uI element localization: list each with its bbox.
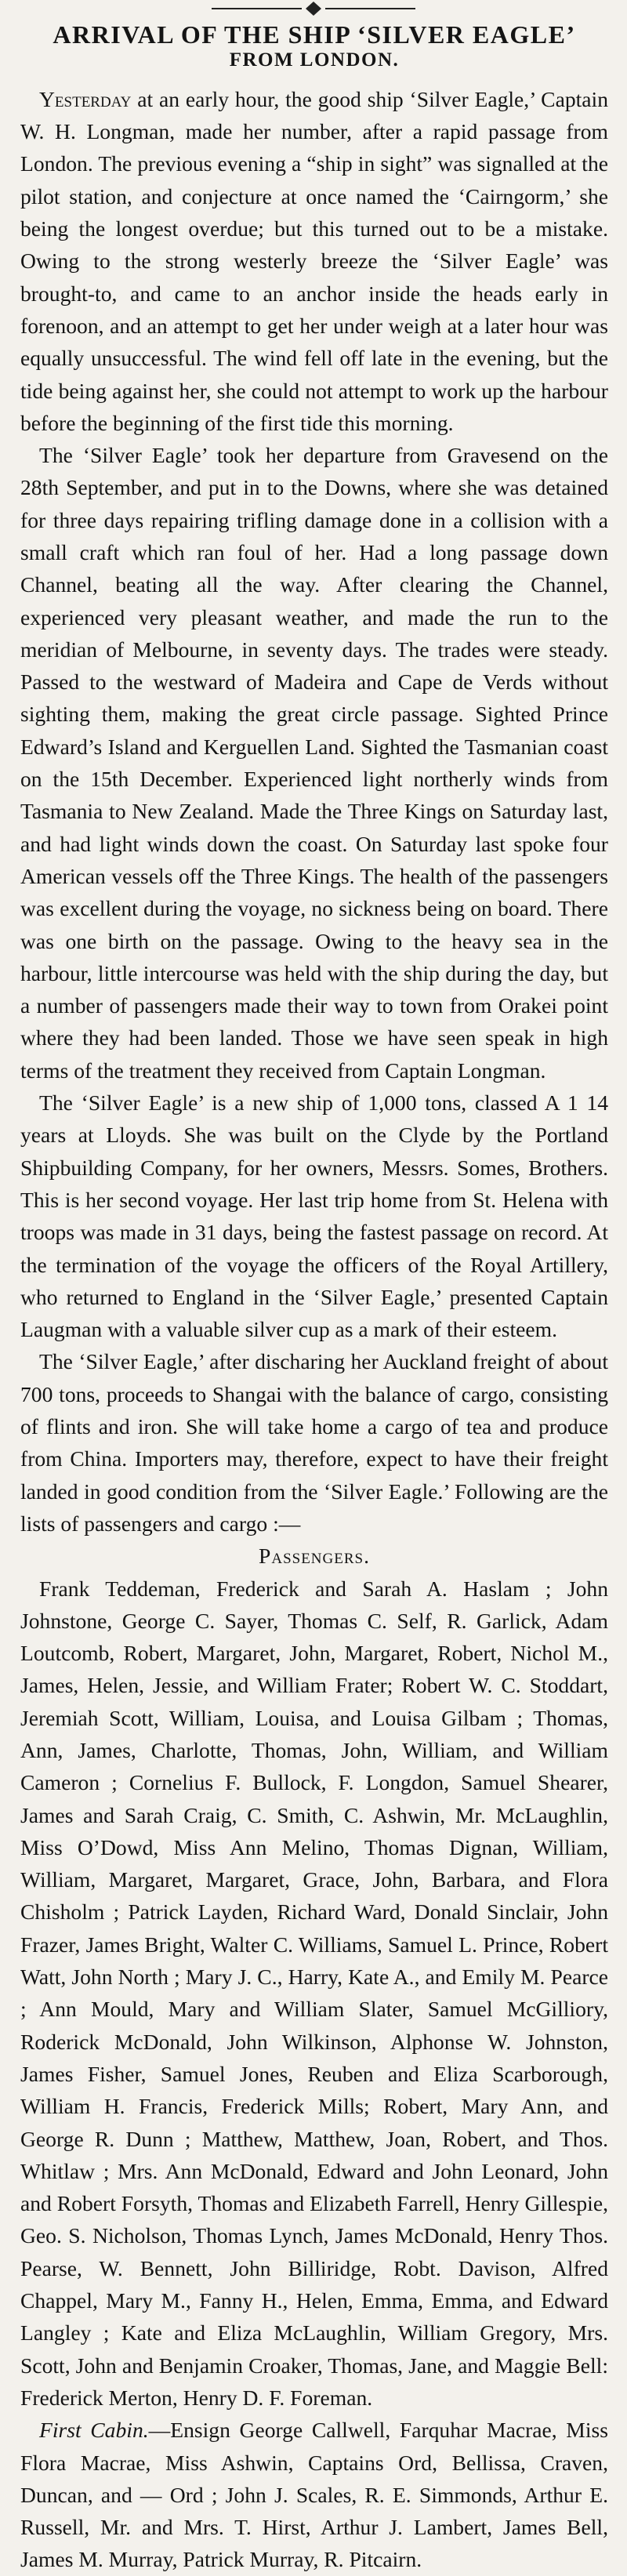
opening-word: Yesterday: [39, 86, 132, 111]
first-cabin-text: —Ensign George Callwell, Farquhar Macrae, Miss Flora Macrae, Miss Ashwin, Captains Ord, Bellissa, Craven, Duncan, and — Ord ; John J. Scales, R. E. Simmonds, Arthur E. Russell, Mr. and Mrs. T. Hirst, Arthur J. Lambert, James Bell, James M. Murray, Patrick Murray, R. Pitcairn.: [20, 2418, 608, 2572]
paragraph-passenger-list: Frank Teddeman, Frederick and Sarah A. Haslam ; John Johnstone, George C. Sayer, Thomas C. Self, R. Garlick, Adam Loutcomb, Robert, Margaret, John, Margaret, Robert, Nichol M., James, Helen, Jessie, and William Frater; Robert W. C. Stoddart, Jeremiah Scott, William, Louisa, and Louisa Gilbam ; Thomas, Ann, James, Charlotte, Thomas, John, William, and William Cameron ; Cornelius F. Bullock, F. Longdon, Samuel Shearer, James and Sarah Craig, C. Smith, C. Ashwin, Mr. McLaughlin, Miss O’Dowd, Miss Ann Melino, Thomas Dignan, William, William, Margaret, Margaret, Grace, John, Barbara, and Flora Chisholm ; Patrick Layden, Richard Ward, Donald Sinclair, John Frazer, James Bright, Walter C. Williams, Samuel L. Prince, Robert Watt, John North ; Mary J. C., Harry, Kate A., and Emily M. Pearce ; Ann Mould, Mary and William Slater, Samuel McGilliory, Roderick McDonald, John Wilkinson, Alphonse W. Johnston, James Fisher, Samuel Jones, Reuben and Eliza Scarborough, William H. Francis, Frederick Mills; Robert, Mary Ann, and George R. Dunn ; Matthew, Matthew, Joan, Robert, and Thos. Whitlaw ; Mrs. Ann McDonald, Edward and John Leonard, John and Robert Forsyth, Thomas and Elizabeth Farrell, Henry Gillespie, Geo. S. Nicholson, Thomas Lynch, James McDonald, Henry Thos. Pearse, W. Bennett, John Billiridge, Robt. Davison, Alfred Chappel, Mary M., Fanny H., Helen, Emma, Emma, and Edward Langley ; Kate and Eliza McLaughlin, William Gregory, Mrs. Scott, John and Benjamin Croaker, Thomas, Jane, and Maggie Bell: Frederick Merton, Henry D. F. Foreman.: [20, 1576, 608, 2410]
passengers-heading: Passengers.: [259, 1544, 370, 1569]
paragraph-arrival-text: at an early hour, the good ship ‘Silver Eagle,’ Captain W. H. Longman, made her number, after a rapid passage from London. The previous evening a “ship in sight” was signalled at the pilot station, and conjecture at once named the ‘Cairngorm,’ she being the longest overdue; but this turned out to be a mistake. Owing to the strong westerly breeze the ‘Silver Eagle’ was brought-to, and came to an anchor inside the heads early in forenoon, and an attempt to get her under weigh at a later hour was equally unsuccessful. The wind fell off late in the evening, but the tide being against her, she could not attempt to work up the harbour before the beginning of the first tide this morning.: [20, 86, 608, 435]
paragraph-voyage: The ‘Silver Eagle’ took her departure from Gravesend on the 28th September, and put in to the Downs, where she was detained for three days repairing trifling damage done in a collision with a small craft which ran foul of her. Had a long passage down Channel, beating all the way. After clearing the Channel, experienced very pleasant weather, and made the run to the meridian of Melbourne, in seventy days. The trades were steady. Passed to the westward of Madeira and Cape de Verds without sighting them, making the great circle passage. Sighted Prince Edward’s Island and Kerguellen Land. Sighted the Tasmanian coast on the 15th December. Experienced light northerly winds from Tasmania to New Zealand. Made the Three Kings on Saturday last, and had light winds down the coast. On Saturday last spoke four American vessels off the Three Kings. The health of the passengers was excellent during the voyage, no sickness being on board. There was one birth on the passage. Owing to the heavy sea in the harbour, little intercourse was held with the ship during the day, but a number of passengers made their way to town from Orakei point where they had been landed. Those we have seen speak in high terms of the treatment they received from Captain Longman.: [20, 443, 608, 1083]
ornament-rule-icon: [0, 0, 627, 20]
headline-line-1: ARRIVAL OF THE SHIP ‘SILVER EAGLE’: [53, 20, 576, 49]
paragraph-cargo: The ‘Silver Eagle,’ after discharing her Auckland freight of about 700 tons, proceeds to Shangai with the balance of cargo, consisting of flints and iron. She will take home a cargo of tea and produce from China. Importers may, therefore, expect to have their freight landed in good condition from the ‘Silver Eagle.’ Following are the lists of passengers and cargo :—: [20, 1349, 608, 1536]
paragraph-ship-details: The ‘Silver Eagle’ is a new ship of 1,000 tons, classed A 1 14 years at Lloyds. She was built on the Clyde by the Portland Shipbuilding Company, for her owners, Messrs. Somes, Brothers. This is her second voyage. Her last trip home from St. Helena with troops was made in 31 days, being the fastest passage on record. At the termination of the voyage the officers of the Royal Artillery, who returned to England in the ‘Silver Eagle,’ presented Captain Laugman with a valuable silver cup as a mark of their esteem.: [20, 1090, 608, 1342]
paragraph-arrival: [20, 83, 608, 439]
headline-line-2: FROM LONDON.: [229, 49, 400, 71]
paragraph-first-cabin: [20, 2414, 608, 2575]
article-body: [20, 83, 608, 2576]
first-cabin-label: First Cabin.: [39, 2418, 149, 2443]
